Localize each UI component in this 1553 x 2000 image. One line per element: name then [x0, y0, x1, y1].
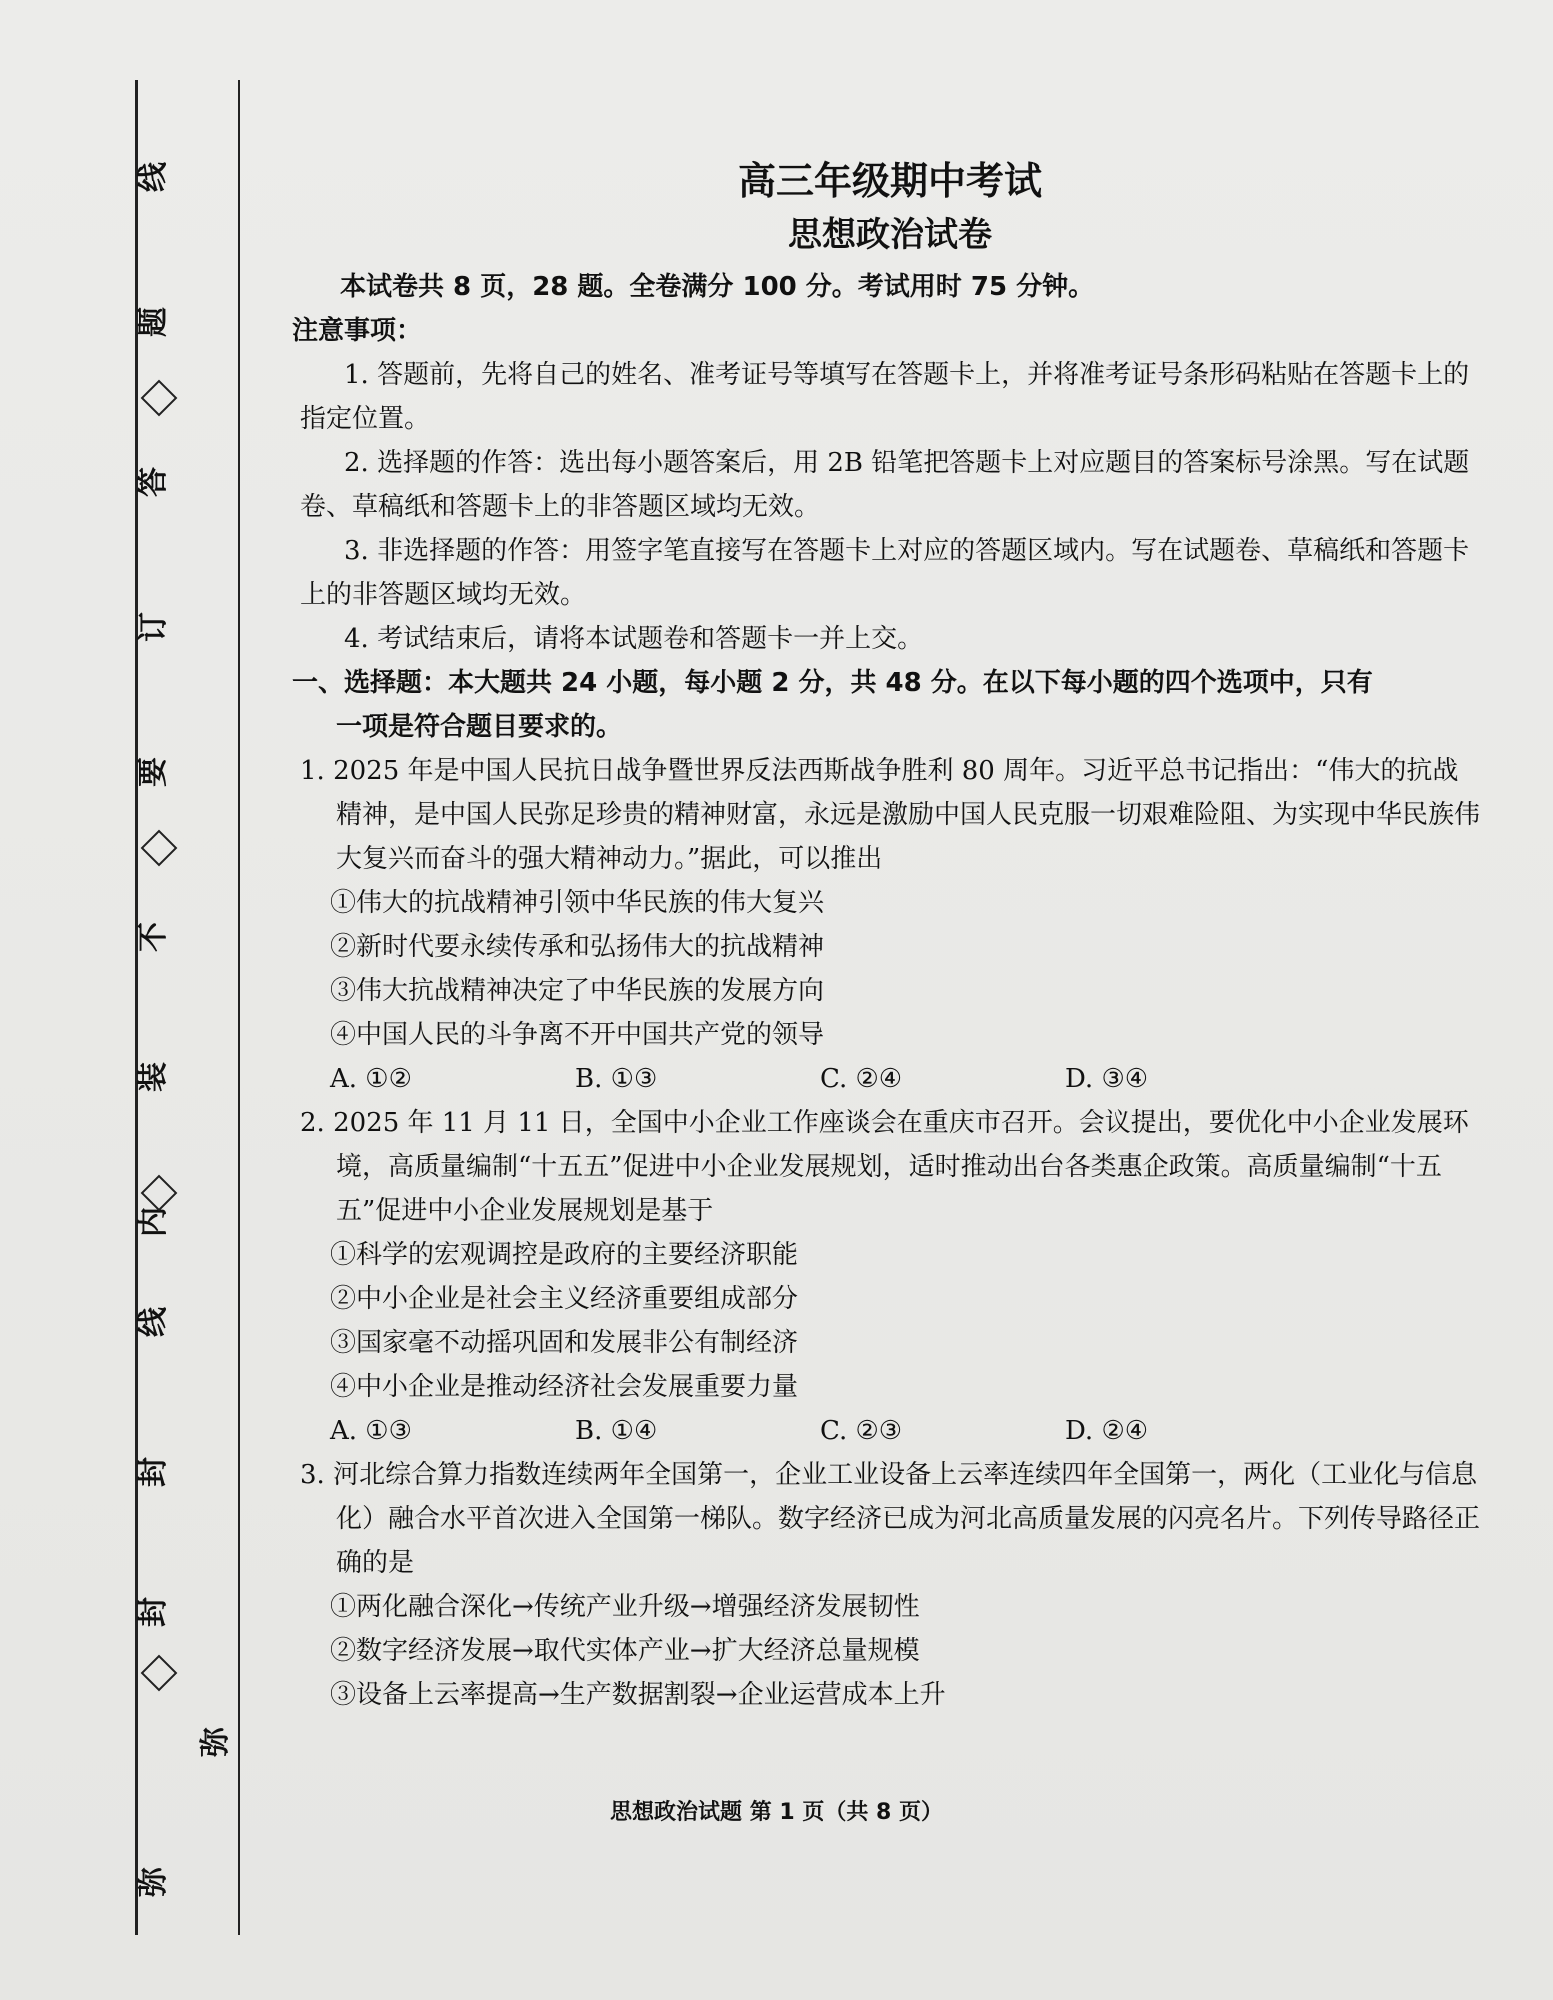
question-option: ①伟大的抗战精神引领中华民族的伟大复兴	[330, 888, 825, 918]
question-2	[300, 1101, 1480, 1453]
binding-char: 不	[136, 922, 171, 952]
binding-char: 线	[136, 1307, 171, 1337]
binding-column-left	[138, 80, 188, 1935]
binding-char: 弥	[136, 1867, 171, 1897]
answer-choices	[300, 1409, 1480, 1453]
section-heading-line2: 一项是符合题目要求的。	[336, 712, 623, 742]
choice-a: A. ①③	[330, 1416, 412, 1446]
binding-char: 线	[136, 162, 171, 192]
question-stem: 3. 河北综合算力指数连续两年全国第一，企业工业设备上云率连续四年全国第一，两化（工业化与信息化）融合水平首次进入全国第一梯队。数字经济已成为河北高质量发展的闪亮名片。下列传导路径正确的是	[300, 1460, 1481, 1578]
choice-a: A. ①②	[330, 1064, 412, 1094]
question-option: ①两化融合深化→传统产业升级→增强经济发展韧性	[330, 1592, 920, 1622]
diamond-marker	[141, 380, 178, 417]
question-stem: 1. 2025 年是中国人民抗日战争暨世界反法西斯战争胜利 80 周年。习近平总书记指出：“伟大的抗战精神，是中国人民弥足珍贵的精神财富，永远是激励中国人民克服一切艰难险阻、为实现中华民族伟大复兴而奋斗的强大精神动力。”据此，可以推出	[300, 756, 1481, 874]
choice-c: C. ②③	[820, 1416, 903, 1446]
question-option: ④中小企业是推动经济社会发展重要力量	[330, 1372, 799, 1402]
binding-char: 内	[136, 1207, 171, 1237]
section-heading-line1: 一、选择题：本大题共 24 小题，每小题 2 分，共 48 分。在以下每小题的四个选项中，只有	[292, 668, 1373, 698]
binding-char: 订	[136, 612, 171, 642]
binding-char: 封	[136, 1457, 171, 1487]
binding-char: 题	[136, 307, 171, 337]
diamond-marker	[141, 1655, 178, 1692]
binding-strip	[135, 80, 240, 1935]
question-option: ②中小企业是社会主义经济重要组成部分	[330, 1284, 799, 1314]
question-option: ①科学的宏观调控是政府的主要经济职能	[330, 1240, 799, 1270]
notice-item: 4. 考试结束后，请将本试题卷和答题卡一并上交。	[344, 624, 924, 654]
notice-item: 2. 选择题的作答：选出每小题答案后，用 2B 铅笔把答题卡上对应题目的答案标号涂黑。写在试题卷、草稿纸和答题卡上的非答题区域均无效。	[300, 448, 1470, 522]
choice-b: B. ①④	[575, 1416, 658, 1446]
question-option: ③设备上云率提高→生产数据割裂→企业运营成本上升	[330, 1680, 946, 1710]
exam-subtitle: 思想政治试卷	[788, 215, 992, 255]
page-footer: 思想政治试题 第 1 页（共 8 页）	[610, 1800, 943, 1825]
question-option: ②新时代要永续传承和弘扬伟大的抗战精神	[330, 932, 825, 962]
question-option: ③国家毫不动摇巩固和发展非公有制经济	[330, 1328, 799, 1358]
question-option: ③伟大抗战精神决定了中华民族的发展方向	[330, 976, 825, 1006]
notice-heading: 注意事项：	[292, 316, 423, 346]
binding-char: 装	[136, 1062, 171, 1092]
question-option: ④中国人民的斗争离不开中国共产党的领导	[330, 1020, 825, 1050]
answer-choices	[300, 1057, 1480, 1101]
section-heading	[292, 661, 1480, 749]
question-stem: 2. 2025 年 11 月 11 日，全国中小企业工作座谈会在重庆市召开。会议提出，要优化中小企业发展环境，高质量编制“十五五”促进中小企业发展规划，适时推动出台各类惠企政策。高质量编制“十五五”促进中小企业发展规划是基于	[300, 1108, 1469, 1226]
choice-d: D. ③④	[1065, 1064, 1149, 1094]
notice-item: 3. 非选择题的作答：用签字笔直接写在答题卡上对应的答题区域内。写在试题卷、草稿纸和答题卡上的非答题区域均无效。	[300, 536, 1470, 610]
question-3	[300, 1453, 1480, 1717]
binding-char: 答	[136, 467, 171, 497]
binding-char: 要	[136, 757, 171, 787]
exam-content	[292, 155, 1481, 1717]
choice-c: C. ②④	[820, 1064, 903, 1094]
diamond-marker	[141, 830, 178, 867]
exam-title: 高三年级期中考试	[737, 159, 1042, 203]
choice-d: D. ②④	[1065, 1416, 1149, 1446]
question-option: ②数字经济发展→取代实体产业→扩大经济总量规模	[330, 1636, 920, 1666]
question-1	[300, 749, 1480, 1101]
notice-item: 1. 答题前，先将自己的姓名、准考证号等填写在答题卡上，并将准考证号条形码粘贴在答题卡上的指定位置。	[300, 360, 1470, 434]
binding-char: 封	[136, 1597, 171, 1627]
exam-intro: 本试卷共 8 页，28 题。全卷满分 100 分。考试用时 75 分钟。	[340, 272, 1095, 302]
binding-column-right	[188, 80, 238, 1935]
binding-char: 弥	[198, 1727, 233, 1757]
choice-b: B. ①③	[575, 1064, 658, 1094]
